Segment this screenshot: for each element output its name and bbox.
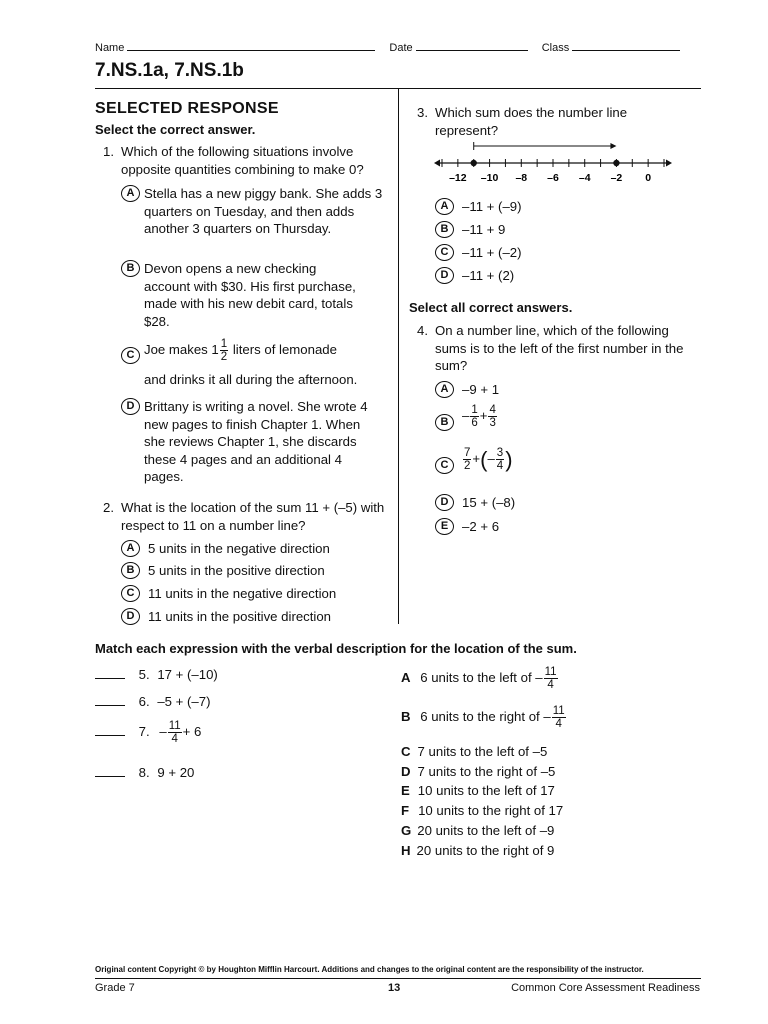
plus-sign: + [472,450,481,466]
option-text: –11 + (2) [462,268,515,283]
fraction [552,705,566,730]
choice-letter: H [401,843,411,858]
match-item-5[interactable] [95,666,295,684]
fraction-numerator: 11 [168,720,181,732]
fraction-denominator: 4 [496,460,504,472]
option-text: Stella has a new piggy bank. She adds 3 quarters on Tuesday, and then adds another 3 quarters on Thursday. [144,186,383,236]
choice-text: 7 units to the right of –5 [417,764,556,779]
standard-title: 7.NS.1a, 7.NS.1b [95,60,244,81]
option-text: –2 + 6 [462,519,500,534]
option-text [144,338,394,389]
fraction-denominator: 4 [555,718,562,730]
tick-label: –2 [610,172,623,184]
option-text-line2: and drinks it all during the afternoon. [144,372,358,387]
page-number: 13 [388,982,401,994]
sum-arrow-head [610,143,616,149]
question-text: On a number line, which of the following sums is to the left of the first number in the sum? [435,323,684,373]
option-text [462,404,498,429]
match-item-8[interactable] [95,764,295,782]
question-text: Which of the following situations involve opposite quantities combining to make 0? [121,144,364,177]
choice-letter: C [401,744,411,759]
choice-letter: A [401,669,411,685]
option-text: –11 + (–2) [462,245,522,260]
option-letter: A [121,540,140,557]
option-letter: B [435,221,454,238]
item-number: 8. [138,765,150,780]
fraction-numerator: 11 [544,666,557,678]
option-letter: D [121,398,140,415]
option-letter: A [121,185,140,202]
column-divider [398,89,399,624]
fraction [488,404,496,429]
question-number: 1. [103,144,114,159]
question-3 [417,104,697,139]
match-choice-e [401,782,691,800]
choice-text: 20 units to the left of –9 [417,823,555,838]
option-text [462,447,513,472]
fraction-numerator: 7 [464,447,471,459]
instruction-single: Select the correct answer. [95,122,256,137]
tick-label: 0 [645,172,652,184]
option-text: –11 + (–9) [462,199,522,214]
plus-sign: + [479,407,488,423]
section-title: SELECTED RESPONSE [95,100,279,117]
item-expression-post: + 6 [182,723,202,739]
option-text: Devon opens a new checking account with $30. His first purchase, made with his new debit card, totals $28. [144,261,356,329]
match-choice-f [401,802,691,820]
match-item-6[interactable] [95,693,295,711]
choice-text: 6 units to the left of – [420,669,543,685]
match-choice-a [401,666,691,691]
name-label: Name [95,42,125,54]
item-expression: –5 + (–7) [157,694,211,709]
match-choice-g [401,822,691,840]
option-text: 15 + (–8) [462,495,516,510]
item-number: 5. [138,667,150,682]
q4-option-c[interactable] [435,447,695,483]
minus-sign: – [159,723,167,739]
minus-sign: – [487,450,495,466]
q4-option-b[interactable] [435,404,695,440]
answer-blank[interactable] [95,666,125,679]
question-text: Which sum does the number line represent? [435,105,628,138]
axis-arrow-left [434,160,440,167]
date-field[interactable] [389,40,527,54]
choice-letter: B [401,708,411,724]
match-item-7[interactable] [95,720,295,745]
option-letter: C [121,585,140,602]
answer-blank[interactable] [95,764,125,777]
date-label: Date [389,42,413,54]
fraction [168,720,182,745]
question-2 [103,499,393,534]
choice-letter: F [401,803,410,818]
option-text: 11 units in the negative direction [148,586,337,601]
tick-label: –8 [515,172,528,184]
option-text-post: liters of lemonade [232,341,337,357]
fraction [470,404,478,429]
option-letter: D [435,267,454,284]
question-number: 3. [417,105,428,120]
fraction-denominator: 4 [171,733,178,745]
fraction [463,447,471,472]
option-letter: B [435,414,454,431]
fraction [220,338,228,363]
choice-text: 20 units to the right of 9 [416,843,555,858]
name-field[interactable] [95,40,375,54]
option-text: –11 + 9 [462,222,506,237]
tick-label: –12 [449,172,467,184]
option-text: –9 + 1 [462,382,500,397]
match-choice-h [401,842,691,860]
copyright-notice: Original content Copyright © by Houghton Mifflin Harcourt. Additions and changes to the original content are the responsibility of the instructor. [95,965,644,974]
point [613,160,619,166]
fraction-denominator: 2 [220,351,228,363]
choice-text: 10 units to the left of 17 [417,783,555,798]
answer-blank[interactable] [95,723,125,736]
option-letter: B [121,260,140,277]
number-line [434,136,674,188]
answer-blank[interactable] [95,693,125,706]
fraction-denominator: 6 [471,417,478,429]
footer-title: Common Core Assessment Readiness [511,982,700,994]
option-letter: C [435,244,454,261]
tick-label: –10 [480,172,499,184]
match-choice-c [401,743,691,761]
item-expression: 9 + 20 [157,765,195,780]
tick-label: –6 [547,172,559,184]
match-choice-d [401,763,691,781]
option-text: Brittany is writing a novel. She wrote 4 new pages to finish Chapter 1. When she reviews Chapter 1, she discards these 4 pages and an additional 4 pages. [144,399,368,484]
option-text: 5 units in the positive direction [148,563,325,578]
fraction-numerator: 11 [552,705,565,717]
option-letter: A [435,198,454,215]
item-number: 6. [138,694,150,709]
choice-text: 10 units to the right of 17 [418,803,564,818]
choice-text: 7 units to the left of –5 [417,744,548,759]
option-text: 11 units in the positive direction [148,609,332,624]
fraction-numerator: 3 [496,447,504,459]
tick-label: –4 [578,172,591,184]
class-field[interactable] [542,40,681,54]
question-1 [103,143,393,178]
choice-letter: D [401,764,411,779]
option-letter: C [435,457,454,474]
choice-letter: E [401,783,410,798]
option-letter: E [435,518,454,535]
fraction-denominator: 3 [489,417,496,429]
fraction-numerator: 4 [489,404,496,416]
item-expression: 17 + (–10) [157,667,218,682]
fraction [496,447,504,472]
fraction-denominator: 4 [547,679,554,691]
close-paren: ) [505,446,513,472]
footer-grade: Grade 7 [95,982,135,994]
option-letter: B [121,562,140,579]
fraction-numerator: 1 [471,404,478,416]
option-text: 5 units in the negative direction [148,541,330,556]
axis-arrow-right [666,160,672,167]
instruction-multi: Select all correct answers. [409,300,573,315]
class-label: Class [541,42,570,54]
question-number: 2. [103,500,114,515]
option-text-pre: Joe makes 1 [144,341,219,357]
point [471,160,477,166]
fraction [544,666,558,691]
footer-rule [95,978,701,979]
question-text: What is the location of the sum 11 + (–5) with respect to 11 on a number line? [121,500,385,533]
question-4 [417,322,697,375]
fraction-denominator: 2 [464,460,471,472]
option-letter: A [435,381,454,398]
option-letter: D [121,608,140,625]
match-instruction: Match each expression with the verbal description for the location of the sum. [95,641,577,656]
header-fields [95,40,700,54]
item-number: 7. [138,723,150,739]
minus-sign: – [462,407,470,423]
choice-text: 6 units to the right of – [420,708,551,724]
fraction-numerator: 1 [220,338,228,350]
choice-letter: G [401,823,412,838]
option-letter: C [121,347,140,364]
match-choice-b [401,705,691,730]
question-number: 4. [417,323,428,338]
open-paren: ( [480,446,488,472]
option-letter: D [435,494,454,511]
